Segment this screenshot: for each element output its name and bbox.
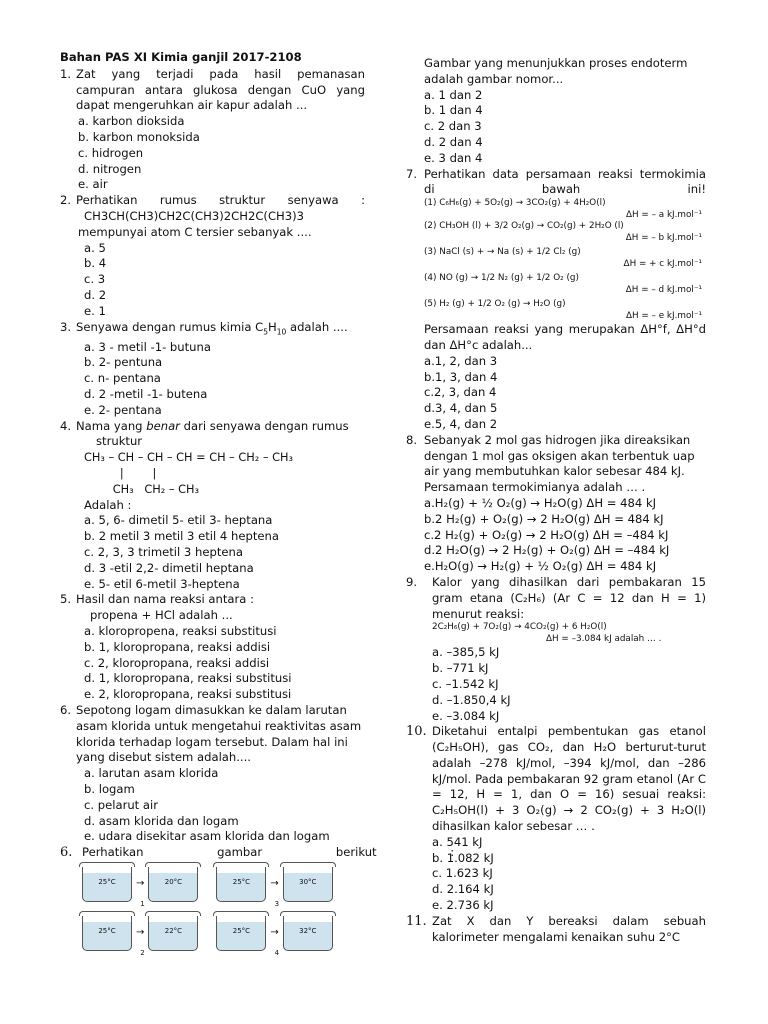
option: b. karbon monoksida bbox=[78, 129, 200, 144]
question-2-options bbox=[60, 241, 365, 320]
option: b.1, 3, dan 4 bbox=[424, 369, 498, 384]
question-number: 10. bbox=[406, 724, 427, 740]
equation: (1) C₆H₆(g) + 5O₂(g) → 3CO₂(g) + 4H₂O(l) bbox=[424, 198, 606, 209]
question-text-continued: Persamaan reaksi yang merupakan ΔH°f, ΔH°d dan ΔH°c adalah... bbox=[424, 322, 706, 352]
question-5-options bbox=[60, 624, 365, 703]
structure-line-3: CH₃ CH₂ – CH₃ bbox=[84, 482, 200, 496]
right-column bbox=[406, 56, 706, 945]
option: b. 2- pentuna bbox=[84, 355, 163, 370]
figure-number: 3 bbox=[274, 900, 280, 909]
beaker-before: 25°C bbox=[82, 914, 132, 951]
enthalpy: ΔH = – a kJ.mol⁻¹ bbox=[625, 209, 702, 220]
option: d.3, 4, dan 5 bbox=[424, 401, 498, 416]
figure-number: 2 bbox=[140, 949, 145, 958]
question-6b-continued: Gambar yang menunjukkan proses endoterm adalah gambar nomor... bbox=[424, 56, 688, 86]
option: e. udara disekitar asam klorida dan logam bbox=[84, 829, 330, 844]
question-9 bbox=[406, 575, 706, 622]
question-text-continued: struktur bbox=[96, 434, 143, 449]
arrow-icon: → bbox=[136, 926, 145, 938]
structure-line-1: CH₃ – CH – CH – CH = CH – CH₂ – CH₃ bbox=[84, 451, 294, 465]
answer-lead: Adalah : bbox=[84, 497, 132, 512]
question-text: Zat X dan Y bereaksi dalam sebuah kalorimeter mengalami kenaikan suhu 2°C bbox=[432, 913, 706, 944]
option: d. 2 dan 4 bbox=[424, 134, 483, 149]
option: e.H₂O(g) → H₂(g) + ½ O₂(g) ΔH = 484 kJ bbox=[424, 559, 657, 574]
option: a. kloropropena, reaksi substitusi bbox=[84, 624, 277, 638]
equation: (5) H₂ (g) + 1/2 O₂ (g) → H₂O (g) bbox=[424, 299, 566, 310]
option: a. 5 bbox=[84, 240, 106, 255]
option: b. 1.082 kJ bbox=[432, 850, 494, 865]
option: d. 3 -etil 2,2- dimetil heptana bbox=[84, 560, 254, 575]
option: c. –1.542 kJ bbox=[432, 676, 499, 691]
structure-line-2: | | bbox=[84, 467, 157, 481]
question-6a-options bbox=[60, 766, 365, 845]
option: e. air bbox=[78, 177, 108, 192]
option: a. –385,5 kJ bbox=[432, 645, 500, 660]
beaker-pair-3 bbox=[216, 865, 332, 909]
question-8-options bbox=[406, 496, 706, 575]
reaction: 2C₂H₆(g) + 7O₂(g) → 4CO₂(g) + 6 H₂O(l) bbox=[432, 622, 607, 633]
question-9-options bbox=[406, 645, 706, 724]
equation: (3) NaCl (s) + → Na (s) + 1/2 Cl₂ (g) bbox=[424, 247, 581, 258]
option: a. karbon dioksida bbox=[78, 114, 185, 129]
beaker-after: 22°C bbox=[148, 914, 198, 951]
question-number: 8. bbox=[406, 432, 418, 447]
option: e. 2, kloropropana, reaksi substitusi bbox=[84, 687, 292, 702]
enthalpy: ΔH = –3.084 kJ adalah … . bbox=[546, 633, 662, 644]
question-10 bbox=[406, 724, 706, 835]
question-3-options bbox=[60, 340, 365, 419]
enthalpy: ΔH = – e kJ.mol⁻¹ bbox=[625, 310, 702, 321]
option: a. 3 - metil -1- butuna bbox=[84, 339, 211, 354]
question-text: Perhatikan rumus struktur senyawa : bbox=[76, 193, 365, 208]
beaker-after: 30°C bbox=[283, 865, 333, 902]
question-text: Kalor yang dihasilkan dari pembakaran 15 gram etana (C₂H₆) (Ar C = 12 dan H = 1) menurut reaksi: bbox=[432, 574, 706, 621]
enthalpy: ΔH = – b kJ.mol⁻¹ bbox=[625, 232, 702, 243]
question-text: Senyawa dengan rumus kimia $C_5H_{10}$ adalah .... bbox=[76, 319, 348, 336]
beaker-pair-1 bbox=[82, 865, 198, 909]
option: e. 2- pentana bbox=[84, 402, 162, 417]
question-text: Sepotong logam dimasukkan ke dalam larutan asam klorida untuk mengetahui reaktivitas asam klorida terhadap logam tersebut. Dalam hal ini yang disebut sistem adalah.... bbox=[76, 702, 362, 765]
question-6b-options bbox=[406, 88, 706, 167]
option: d. 1, kloropropana, reaksi substitusi bbox=[84, 671, 292, 686]
option: c. 2 dan 3 bbox=[424, 119, 482, 134]
enthalpy: ΔH = – d kJ.mol⁻¹ bbox=[625, 284, 702, 295]
option: d.2 H₂O(g) → 2 H₂(g) + O₂(g) ΔH = –484 kJ bbox=[424, 543, 670, 558]
question-1-options bbox=[60, 114, 365, 193]
question-5 bbox=[60, 592, 365, 608]
option: e. –3.084 kJ bbox=[432, 708, 500, 723]
option: b. –771 kJ bbox=[432, 661, 489, 676]
option: a. 541 kJ bbox=[432, 834, 483, 849]
enthalpy: ΔH = + c kJ.mol⁻¹ bbox=[623, 258, 702, 269]
equation: (4) NO (g) → 1/2 N₂ (g) + 1/2 O₂ (g) bbox=[424, 273, 579, 284]
question-number: 7. bbox=[406, 166, 418, 181]
option: a. 5, 6- dimetil 5- etil 3- heptana bbox=[84, 513, 273, 528]
option: c. 1.623 kJ bbox=[432, 866, 493, 881]
option: b.2 H₂(g) + O₂(g) → 2 H₂O(g) ΔH = 484 kJ bbox=[424, 511, 664, 526]
option: a.H₂(g) + ½ O₂(g) → H₂O(g) ΔH = 484 kJ bbox=[424, 495, 657, 510]
question-7 bbox=[406, 167, 706, 199]
reaction: propena + HCl adalah ... bbox=[90, 608, 233, 623]
question-10-options bbox=[406, 835, 706, 914]
question-text: Perhatikan data persamaan reaksi termokimia di bawah ini! bbox=[424, 166, 706, 197]
question-number: 6. bbox=[60, 702, 72, 717]
question-number: 6. bbox=[60, 845, 73, 861]
option: e.5, 4, dan 2 bbox=[424, 416, 498, 431]
arrow-icon: → bbox=[136, 877, 145, 889]
beaker-pair-2 bbox=[82, 914, 198, 958]
question-text: Hasil dan nama reaksi antara : bbox=[76, 592, 254, 607]
option: b. logam bbox=[84, 781, 135, 796]
option: c. hidrogen bbox=[78, 145, 144, 160]
beaker-before: 25°C bbox=[216, 914, 266, 951]
figure-number: 1 bbox=[140, 900, 145, 909]
question-number: 3. bbox=[60, 319, 72, 334]
beaker-figure bbox=[60, 865, 365, 958]
option: b. 1, kloropropana, reaksi addisi bbox=[84, 639, 271, 654]
option: d. 2 bbox=[84, 287, 107, 302]
option: a. 1 dan 2 bbox=[424, 87, 483, 102]
question-6a bbox=[60, 703, 365, 766]
beaker-after: 20°C bbox=[148, 865, 198, 902]
question-text: Perhatikan gambar berikut : bbox=[82, 845, 455, 860]
question-4-options bbox=[60, 513, 365, 592]
option: d. asam klorida dan logam bbox=[84, 813, 239, 828]
question-3 bbox=[60, 320, 365, 340]
beaker-before: 25°C bbox=[216, 865, 266, 902]
option: b. 4 bbox=[84, 256, 107, 271]
arrow-icon: → bbox=[270, 877, 279, 889]
question-text: Sebanyak 2 mol gas hidrogen jika direaksikan dengan 1 mol gas oksigen akan terbentuk uap air yang membutuhkan kalor sebesar 484 kJ. Persamaan termokimianya adalah … . bbox=[424, 432, 695, 495]
figure-number: 4 bbox=[274, 949, 280, 958]
option: c.2, 3, dan 4 bbox=[424, 385, 497, 400]
beaker-after: 32°C bbox=[283, 914, 333, 951]
question-2 bbox=[60, 193, 365, 209]
question-text: Zat yang terjadi pada hasil pemanasan campuran antara glukosa dengan CuO yang dapat mengeruhkan air kapur adalah ... bbox=[76, 66, 365, 113]
question-number: 11. bbox=[406, 913, 427, 929]
option: b. 1 dan 4 bbox=[424, 103, 483, 118]
question-6b bbox=[60, 845, 455, 861]
equation: (2) CH₃OH (l) + 3/2 O₂(g) → CO₂(g) + 2H₂O (l) bbox=[424, 221, 624, 232]
arrow-icon: → bbox=[270, 926, 279, 938]
question-number: 2. bbox=[60, 193, 72, 208]
option: e. 1 bbox=[84, 303, 106, 318]
option: a. larutan asam klorida bbox=[84, 766, 219, 781]
option: e. 2.736 kJ bbox=[432, 898, 494, 913]
option: c. 2, 3, 3 trimetil 3 heptena bbox=[84, 545, 243, 560]
question-text: Diketahui entalpi pembentukan gas etanol (C₂H₅OH), gas CO₂, dan H₂O berturut-turut adalah –278 kJ/mol, –394 kJ/mol, dan –286 kJ/mol. Pada pembakaran 92 gram etanol (Ar C = 12, H = 1, dan O = 16) sesuai reaksi: C₂H₅OH(l) + 3 O₂(g) → 2 CO₂(g) + 3 H₂O(l) dihasilkan kalor sebesar … . bbox=[432, 724, 706, 834]
question-4 bbox=[60, 419, 365, 435]
option: d. 2 -metil -1- butena bbox=[84, 387, 208, 402]
equation-list bbox=[406, 198, 706, 322]
question-1 bbox=[60, 67, 365, 114]
question-text: Nama yang benar dari senyawa dengan rumus bbox=[76, 418, 349, 433]
option: b. 2 metil 3 metil 3 etil 4 heptena bbox=[84, 529, 279, 544]
question-number: 5. bbox=[60, 592, 72, 607]
question-number: 1. bbox=[60, 66, 72, 81]
option: c.2 H₂(g) + O₂(g) → 2 H₂O(g) ΔH = –484 kJ bbox=[424, 527, 669, 542]
option: a.1, 2, dan 3 bbox=[424, 353, 498, 368]
option: c. n- pentana bbox=[84, 371, 161, 386]
question-11 bbox=[406, 914, 706, 946]
option: e. 5- etil 6-metil 3-heptena bbox=[84, 576, 240, 591]
option: d. 2.164 kJ bbox=[432, 882, 494, 897]
option: d. –1.850,4 kJ bbox=[432, 692, 511, 707]
question-7-options bbox=[406, 354, 706, 433]
option: c. 3 bbox=[84, 272, 106, 287]
question-number: 4. bbox=[60, 418, 72, 433]
option: d. nitrogen bbox=[78, 161, 142, 176]
option: c. pelarut air bbox=[84, 797, 159, 812]
question-number: 9. bbox=[406, 574, 418, 589]
question-text-continued: mempunyai atom C tersier sebanyak .... bbox=[78, 224, 312, 239]
option: e. 3 dan 4 bbox=[424, 150, 483, 165]
option: c. 2, kloropropana, reaksi addisi bbox=[84, 655, 270, 670]
beaker-before: 25°C bbox=[82, 865, 132, 902]
document-title: Bahan PAS XI Kimia ganjil 2017-2108 bbox=[60, 50, 302, 64]
question-8 bbox=[406, 433, 706, 496]
structural-formula: CH3CH(CH3)CH2C(CH3)2CH2C(CH3)3 bbox=[84, 208, 305, 223]
beaker-pair-4 bbox=[216, 914, 332, 958]
